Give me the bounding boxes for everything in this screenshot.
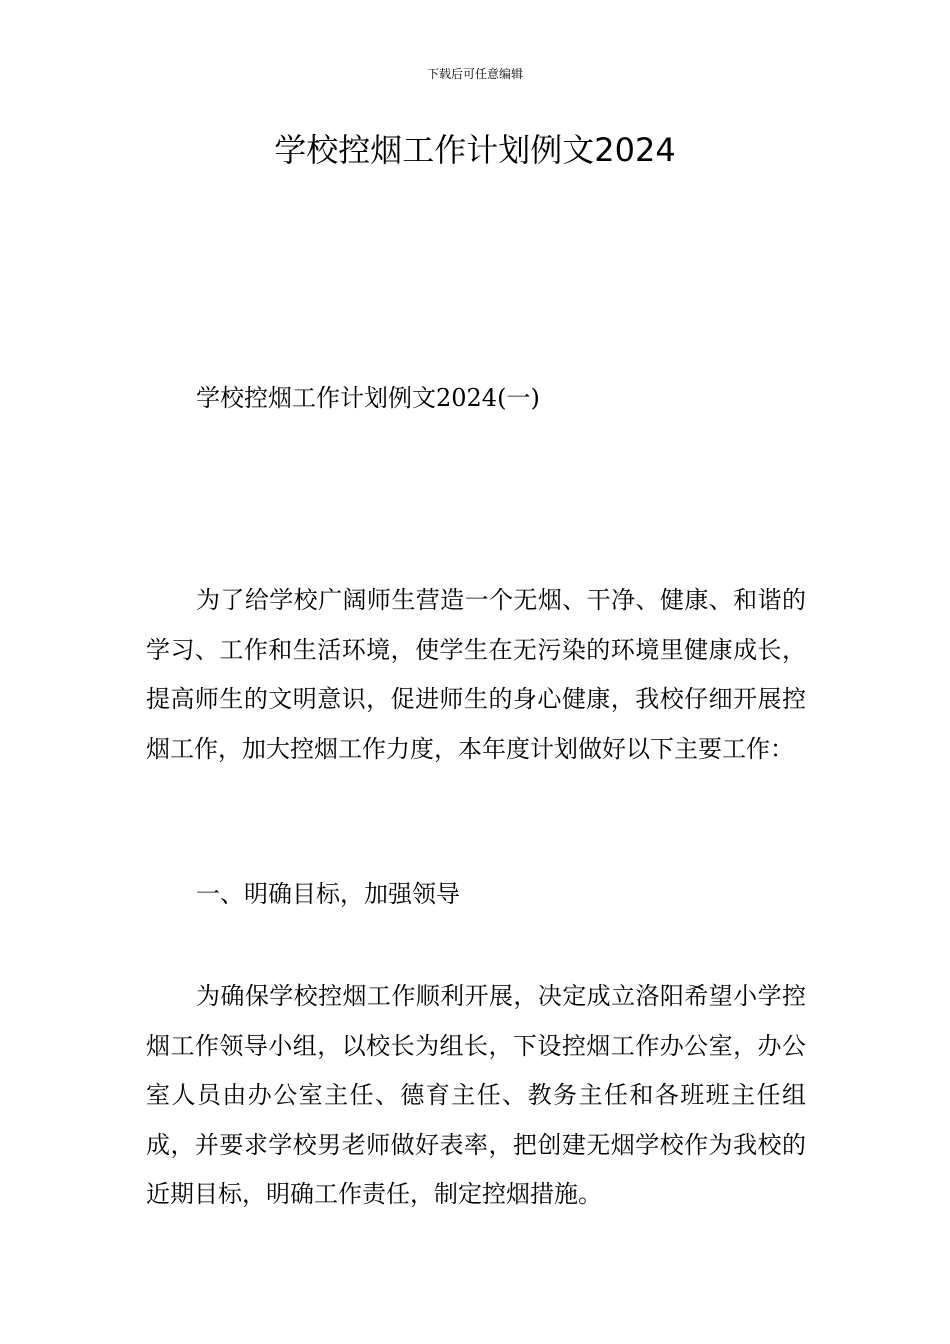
header-note: 下载后可任意编辑 [426, 67, 523, 81]
paragraph-intro: 为了给学校广阔师生营造一个无烟、干净、健康、和谐的学习、工作和生活环境，使学生在无污染的环境里健康成长，提高师生的文明意识，促进师生的身心健康，我校仔细开展控烟工作，加大控烟工作力度，本年度计划做好以下主要工作： [146, 586, 806, 763]
document-title: 学校控烟工作计划例文2024 [274, 131, 676, 169]
section-heading: 一、明确目标，加强领导 [196, 880, 460, 908]
document-subtitle: 学校控烟工作计划例文2024(一) [196, 384, 540, 412]
paragraph-leadership: 为确保学校控烟工作顺利开展，决定成立洛阳希望小学控烟工作领导小组，以校长为组长，下设控烟工作办公室，办公室人员由办公室主任、德育主任、教务主任和各班班主任组成，并要求学校男老师做好表率，把创建无烟学校作为我校的近期目标，明确工作责任，制定控烟措施。 [146, 982, 806, 1208]
